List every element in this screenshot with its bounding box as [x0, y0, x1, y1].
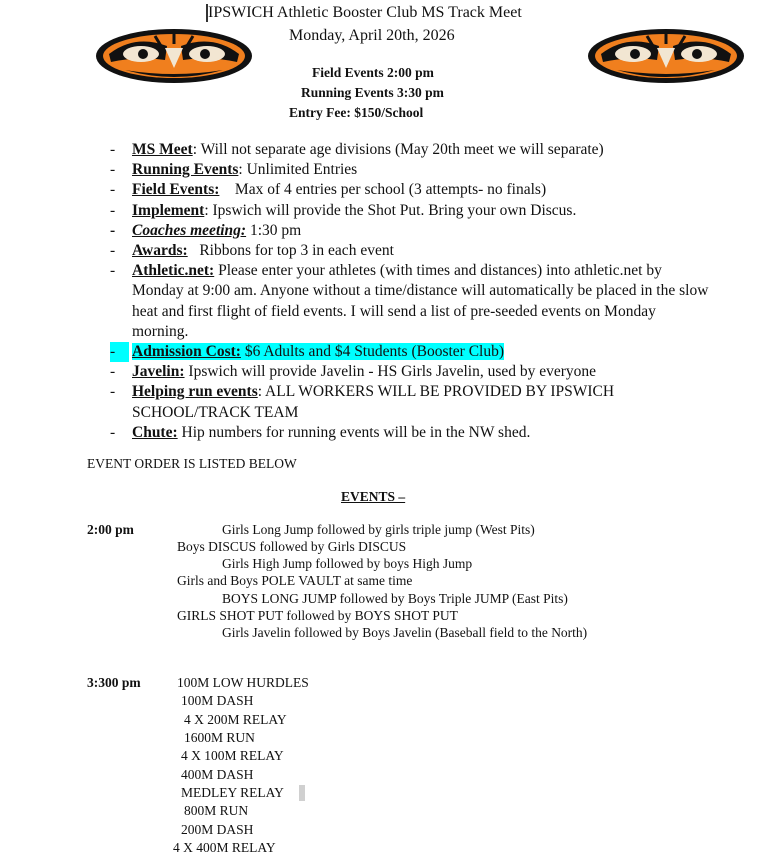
- bullet-chute: - Chute: Hip numbers for running events will be in the NW shed.: [110, 423, 531, 441]
- running-events-time: Running Events 3:30 pm: [301, 85, 444, 100]
- events-heading: EVENTS –: [341, 489, 406, 504]
- bullet-running-events: - Running Events: Unlimited Entries: [110, 161, 358, 179]
- bullet-admission-cost: - Admission Cost: $6 Adults and $4 Students (Booster Club): [110, 342, 710, 362]
- bullet-awards: - Awards: Ribbons for top 3 in each event: [110, 242, 394, 260]
- running-schedule-item: 200M DASH: [181, 822, 254, 837]
- entry-fee: Entry Fee: $150/School: [289, 105, 424, 120]
- field-events-time: Field Events 2:00 pm: [312, 65, 434, 80]
- running-schedule-item: 4 X 200M RELAY: [184, 712, 287, 727]
- tiger-logo-left: [95, 28, 253, 84]
- event-order-note: EVENT ORDER IS LISTED BELOW: [87, 456, 297, 471]
- running-schedule-item: 100M LOW HURDLES: [177, 675, 309, 690]
- info-bullet-list: [110, 140, 710, 443]
- running-schedule-item: 100M DASH: [181, 693, 254, 708]
- selection-marker: [299, 785, 305, 801]
- bullet-athletic-net: - Athletic.net: Please enter your athletes (with times and distances) into athletic.net by Monday at 9:00 am. Anyone without a time/distance will automatically be placed in the slow heat and first flight of field events. I will send a list of pre-seeded events on Monday morning.: [110, 262, 709, 340]
- field-schedule-item: Boys DISCUS followed by Girls DISCUS: [177, 539, 407, 554]
- field-schedule-item: Girls Javelin followed by Boys Javelin (Baseball field to the North): [222, 625, 588, 640]
- field-schedule-item: Girls Long Jump followed by girls triple jump (West Pits): [222, 522, 535, 537]
- bullet-ms-meet: - MS Meet: Will not separate age divisions (May 20th meet we will separate): [110, 141, 604, 158]
- running-schedule-item: 800M RUN: [184, 803, 249, 818]
- bullet-coaches-meeting: - Coaches meeting: 1:30 pm: [110, 221, 302, 239]
- meet-date: Monday, April 20th, 2026: [289, 27, 455, 44]
- bullet-field-events: - Field Events: Max of 4 entries per school (3 attempts- no finals): [110, 181, 547, 199]
- field-schedule-time: 2:00 pm: [87, 522, 134, 537]
- running-schedule-time: 3:300 pm: [87, 675, 141, 690]
- bullet-javelin: - Javelin: Ipswich will provide Javelin - HS Girls Javelin, used by everyone: [110, 363, 597, 381]
- page-title: IPSWICH Athletic Booster Club MS Track Meet: [208, 4, 522, 21]
- bullet-implement: - Implement: Ipswich will provide the Shot Put. Bring your own Discus.: [110, 201, 577, 219]
- running-schedule-item: 1600M RUN: [184, 730, 255, 745]
- running-schedule-item: 400M DASH: [181, 767, 254, 782]
- field-schedule-item: BOYS LONG JUMP followed by Boys Triple JUMP (East Pits): [222, 591, 568, 606]
- field-schedule-item: Girls High Jump followed by boys High Jump: [222, 556, 473, 571]
- field-schedule-item: Girls and Boys POLE VAULT at same time: [177, 573, 413, 588]
- tiger-logo-right: [587, 28, 745, 84]
- running-schedule-item: 4 X 400M RELAY: [173, 840, 276, 855]
- running-schedule-item: 4 X 100M RELAY: [181, 748, 284, 763]
- field-schedule-item: GIRLS SHOT PUT followed by BOYS SHOT PUT: [177, 608, 458, 623]
- bullet-helping-run-events: - Helping run events: ALL WORKERS WILL BE PROVIDED BY IPSWICH SCHOOL/TRACK TEAM: [110, 383, 615, 421]
- running-schedule-item: MEDLEY RELAY: [181, 785, 284, 800]
